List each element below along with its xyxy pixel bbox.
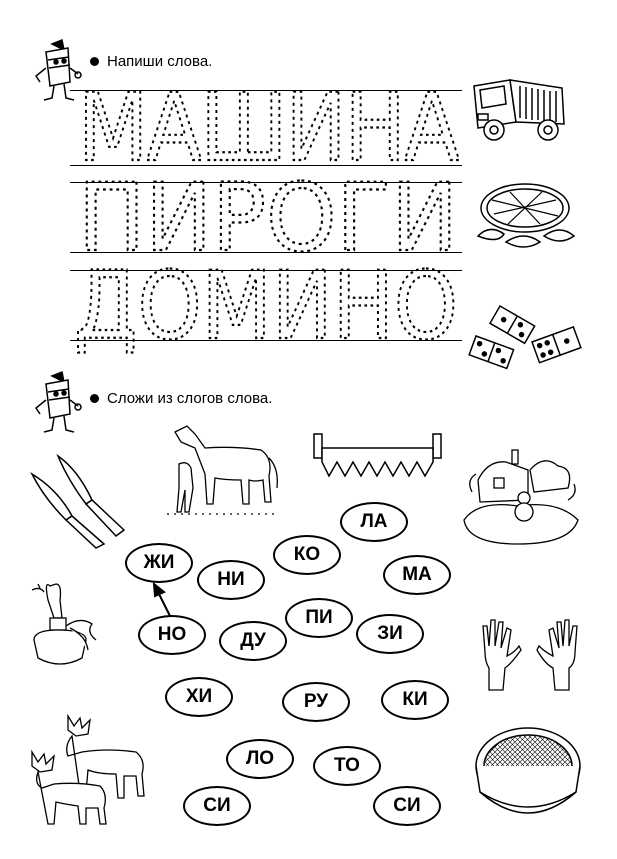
syllable-oval[interactable]: ЖИ [125, 543, 193, 583]
pie-icon [470, 178, 580, 258]
winter-house-icon [458, 440, 583, 550]
syllable-oval[interactable]: НО [138, 615, 206, 655]
bullet-icon [90, 394, 99, 403]
instruction-text: Напиши слова. [107, 53, 213, 70]
syllable-oval[interactable]: ЛО [226, 739, 294, 779]
syllable-oval[interactable]: ЛА [340, 502, 408, 542]
syllable-oval[interactable]: ДУ [219, 621, 287, 661]
syllable-oval[interactable]: ТО [313, 746, 381, 786]
saw-icon [310, 432, 445, 488]
syllable-oval[interactable]: ХИ [165, 677, 233, 717]
dominoes-icon [470, 300, 585, 375]
svg-text:ДОМИНО [74, 252, 458, 361]
syllable-oval[interactable]: СИ [373, 786, 441, 826]
syllable-oval[interactable]: НИ [197, 560, 265, 600]
trace-word[interactable] [78, 176, 462, 256]
trace-word[interactable] [78, 88, 462, 168]
instruction-1 [90, 53, 212, 70]
fire-truck-icon [470, 74, 570, 144]
hands-icon [475, 612, 585, 692]
trace-word[interactable] [74, 264, 462, 344]
horses-icon [165, 418, 285, 518]
instruction-2 [90, 390, 272, 407]
syllable-oval[interactable]: МА [383, 555, 451, 595]
syllable-oval[interactable]: КИ [381, 680, 449, 720]
syllable-oval[interactable]: ПИ [285, 598, 353, 638]
bullet-icon [90, 57, 99, 66]
syllable-oval[interactable]: РУ [282, 682, 350, 722]
perfume-bottle-icon [30, 580, 115, 675]
syllable-oval[interactable]: КО [273, 535, 341, 575]
sieve-icon [470, 722, 585, 832]
knives-icon [28, 450, 128, 550]
syllable-oval[interactable]: ЗИ [356, 614, 424, 654]
pencil-mascot-icon [32, 38, 82, 106]
moose-icon [28, 712, 153, 827]
instruction-text: Сложи из слогов слова. [107, 390, 273, 407]
pencil-mascot-icon [32, 370, 82, 438]
syllable-oval[interactable]: СИ [183, 786, 251, 826]
